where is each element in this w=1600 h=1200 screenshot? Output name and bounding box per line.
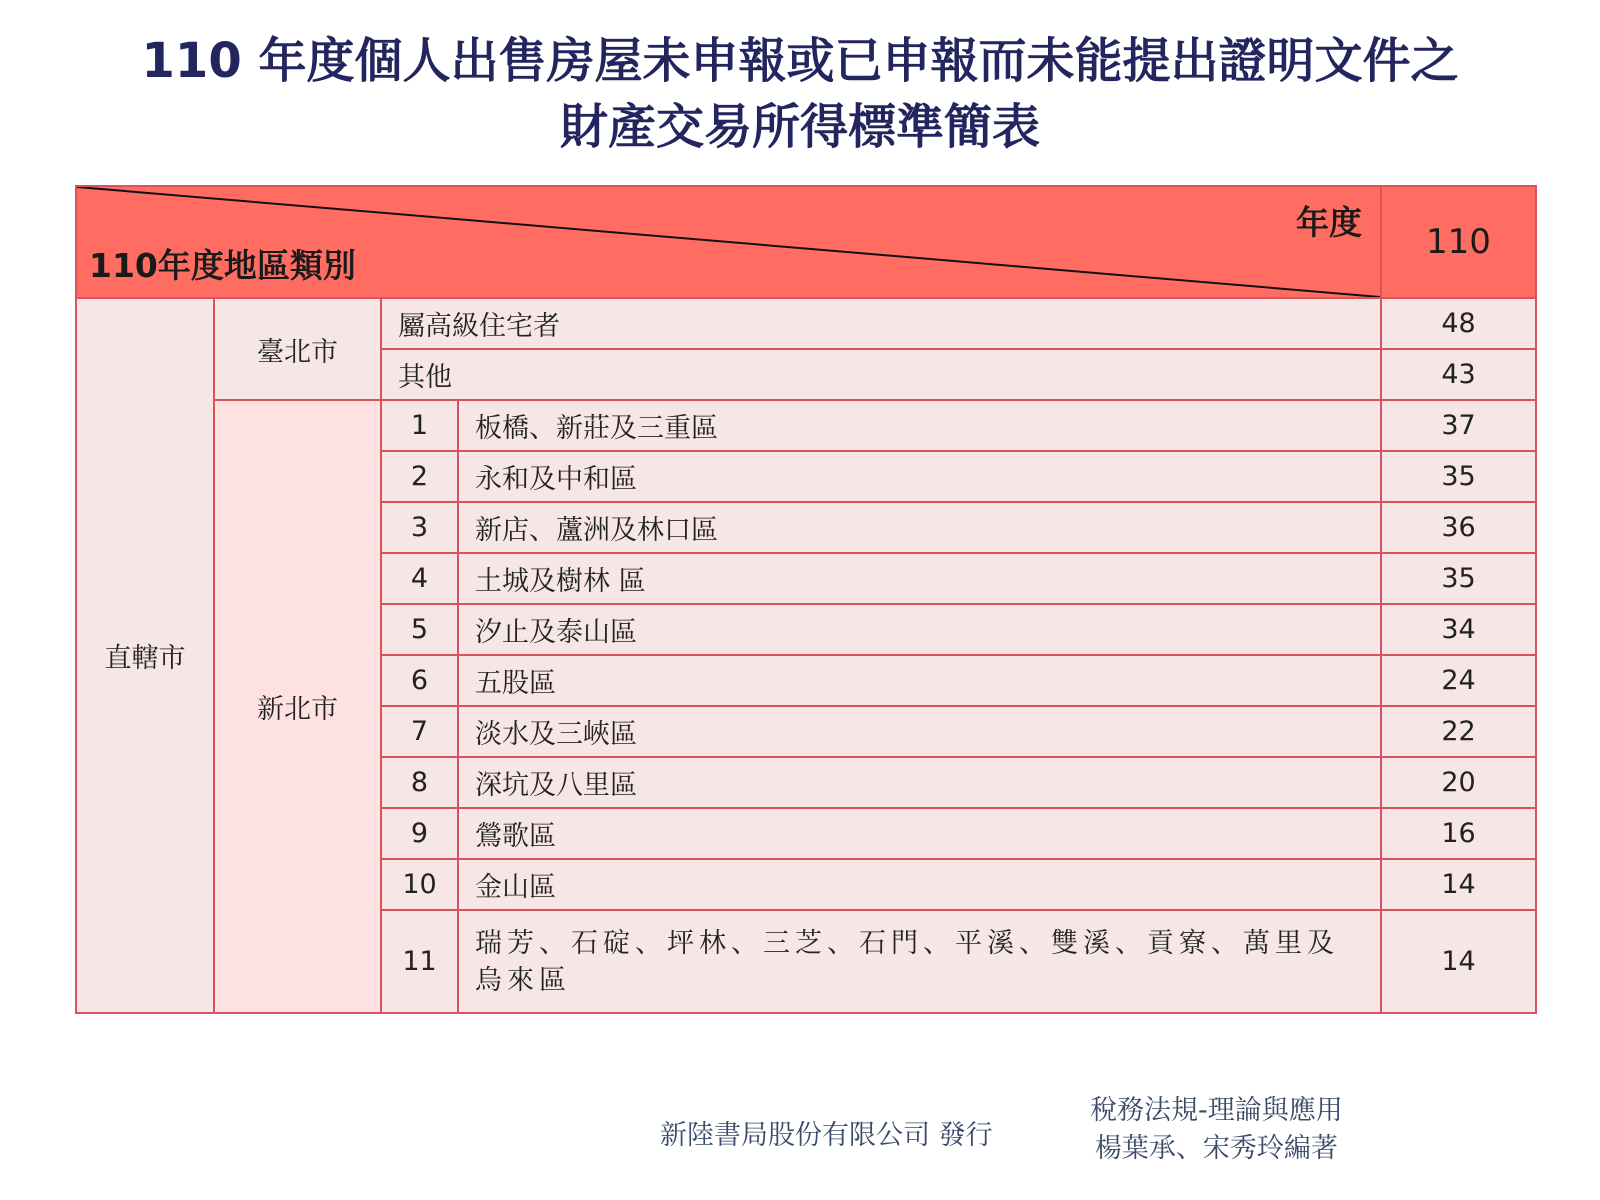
table-row xyxy=(76,298,1536,349)
area-number: 3 xyxy=(381,502,458,553)
standard-value: 36 xyxy=(1381,502,1536,553)
region-header-label: 110年度地區類別 xyxy=(89,246,356,285)
standard-value: 16 xyxy=(1381,808,1536,859)
standard-value: 35 xyxy=(1381,553,1536,604)
standard-value: 34 xyxy=(1381,604,1536,655)
area-number: 4 xyxy=(381,553,458,604)
area-name: 汐止及泰山區 xyxy=(458,604,1381,655)
area-number: 2 xyxy=(381,451,458,502)
publisher-credit: 新陸書局股份有限公司 發行 xyxy=(660,1120,993,1151)
area-number: 5 xyxy=(381,604,458,655)
area-name: 板橋、新莊及三重區 xyxy=(458,400,1381,451)
area-name: 永和及中和區 xyxy=(458,451,1381,502)
standard-value: 22 xyxy=(1381,706,1536,757)
standard-value: 35 xyxy=(1381,451,1536,502)
standard-value: 48 xyxy=(1381,298,1536,349)
area-name: 新店、蘆洲及林口區 xyxy=(458,502,1381,553)
standard-value: 20 xyxy=(1381,757,1536,808)
table-row xyxy=(76,400,1536,451)
city-new-taipei: 新北市 xyxy=(214,400,381,1013)
area-name: 瑞芳、石碇、坪林、三芝、石門、平溪、雙溪、貢寮、萬里及烏來區 xyxy=(458,910,1381,1013)
area-number: 10 xyxy=(381,859,458,910)
area-name: 土城及樹林 區 xyxy=(458,553,1381,604)
income-standard-table xyxy=(75,185,1537,1014)
book-credit xyxy=(1090,1092,1343,1168)
area-name: 金山區 xyxy=(458,859,1381,910)
diagonal-header-cell xyxy=(76,186,1381,298)
area-name: 淡水及三峽區 xyxy=(458,706,1381,757)
area-name: 深坑及八里區 xyxy=(458,757,1381,808)
standard-value: 14 xyxy=(1381,859,1536,910)
table-header-row xyxy=(76,186,1536,298)
standard-value: 37 xyxy=(1381,400,1536,451)
standard-value: 43 xyxy=(1381,349,1536,400)
area-number: 7 xyxy=(381,706,458,757)
municipality-cell: 直轄市 xyxy=(76,298,214,1013)
area-name: 五股區 xyxy=(458,655,1381,706)
area-number: 6 xyxy=(381,655,458,706)
title-line-2: 財產交易所得標準簡表 xyxy=(559,99,1040,155)
year-header-label: 年度 xyxy=(1296,203,1362,242)
area-number: 9 xyxy=(381,808,458,859)
area-number: 1 xyxy=(381,400,458,451)
area-name: 屬高級住宅者 xyxy=(381,298,1381,349)
standard-value: 14 xyxy=(1381,910,1536,1013)
book-title: 稅務法規-理論與應用 xyxy=(1090,1095,1343,1126)
area-number: 8 xyxy=(381,757,458,808)
standard-value: 24 xyxy=(1381,655,1536,706)
area-number: 11 xyxy=(381,910,458,1013)
book-authors: 楊葉承、宋秀玲編著 xyxy=(1094,1133,1338,1164)
area-name: 鶯歌區 xyxy=(458,808,1381,859)
city-taipei: 臺北市 xyxy=(214,298,381,400)
page-title xyxy=(0,28,1600,160)
area-name: 其他 xyxy=(381,349,1381,400)
year-value-header: 110 xyxy=(1381,186,1536,298)
title-line-1: 110 年度個人出售房屋未申報或已申報而未能提出證明文件之 xyxy=(141,33,1459,89)
